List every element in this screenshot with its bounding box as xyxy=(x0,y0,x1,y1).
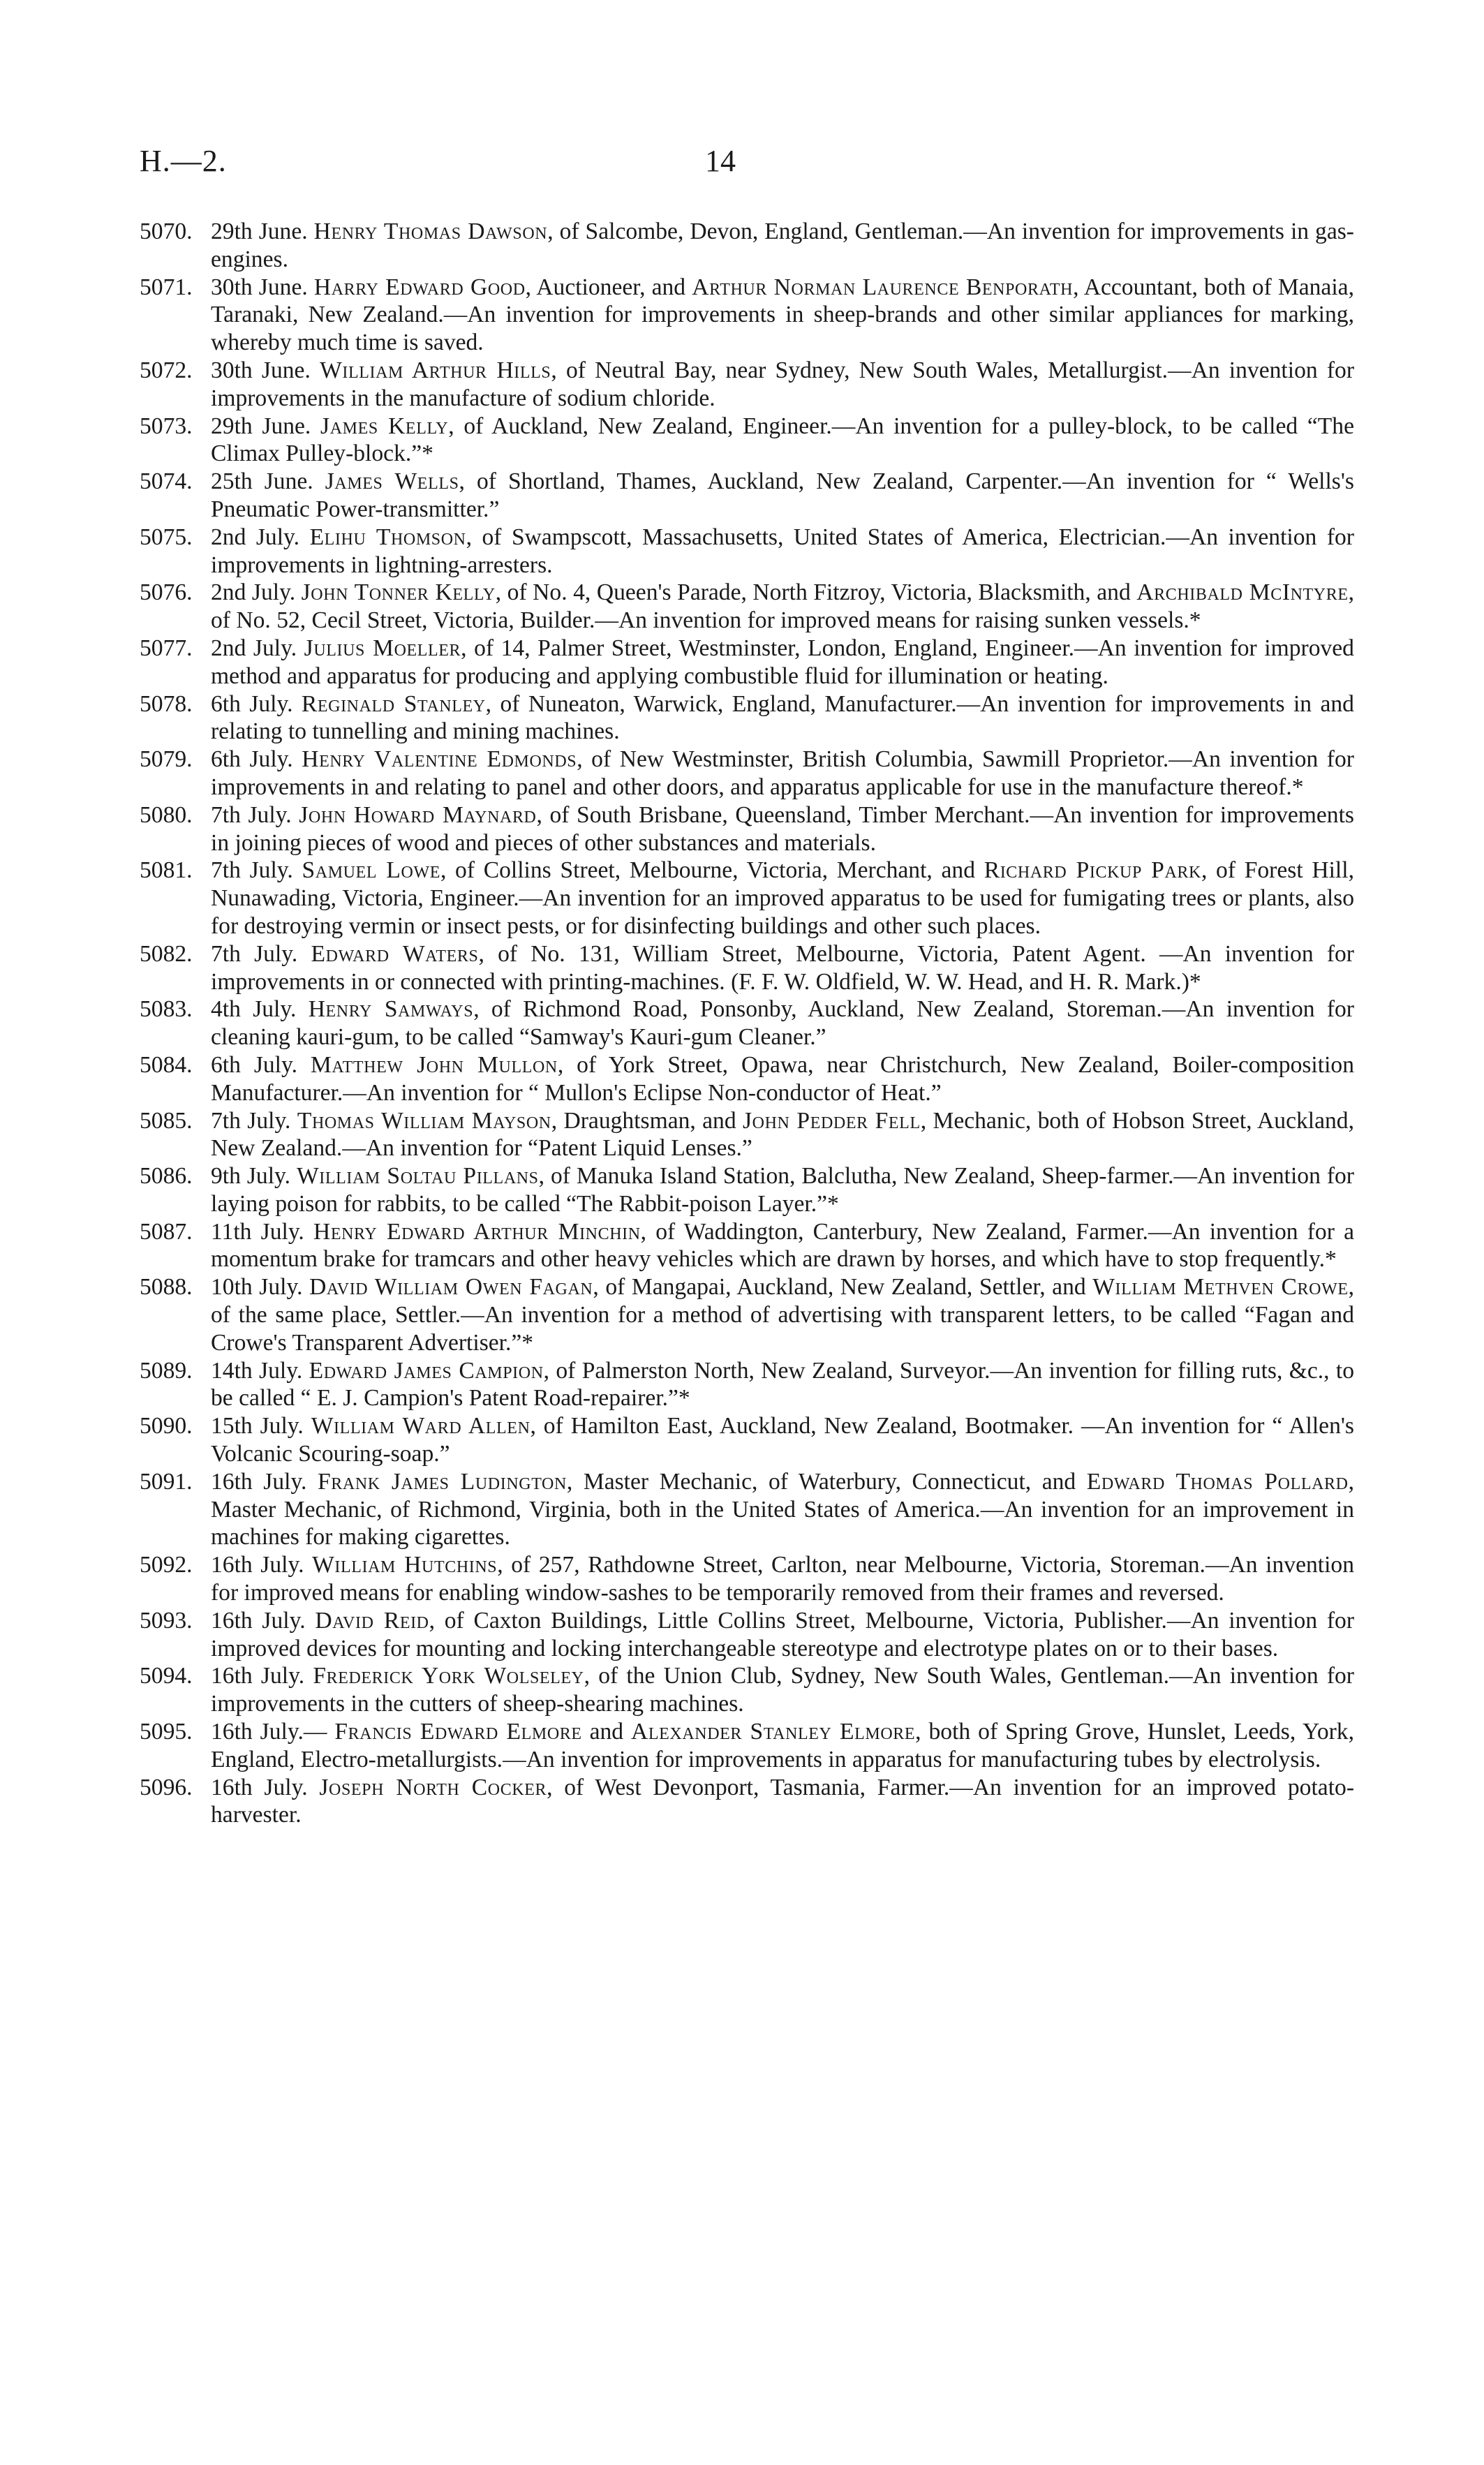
entry-number: 5086. xyxy=(140,1163,193,1190)
patent-entry xyxy=(140,1107,1354,1163)
patent-entry xyxy=(140,1662,1354,1718)
entry-date: 30th June. xyxy=(211,357,311,383)
entry-text: , of Hamilton East, Auckland, New Zealand, Bootmaker. —An invention for “ Allen's Volcanic Scouring-soap.” xyxy=(211,1413,1354,1467)
patent-entry xyxy=(140,1718,1354,1774)
applicant-name: Samuel Lowe xyxy=(302,857,440,884)
applicant-name: William Soltau Pillans xyxy=(297,1163,539,1190)
entry-text: , of York Street, Opawa, near Christchurch, New Zealand, Boiler-composition Manufacturer.—An invention for “ Mullon's Eclipse Non-conductor of Heat.” xyxy=(211,1051,1354,1106)
entry-text: , Auctioneer, and xyxy=(525,274,692,300)
patent-entry xyxy=(140,274,1354,357)
patent-entry xyxy=(140,690,1354,746)
entry-number: 5090. xyxy=(140,1413,193,1439)
entry-number: 5089. xyxy=(140,1357,193,1384)
applicant-name: Henry Samways xyxy=(308,996,474,1023)
entry-number: 5094. xyxy=(140,1663,193,1689)
entry-number: 5095. xyxy=(140,1719,193,1745)
entry-number: 5074. xyxy=(140,468,193,495)
entry-text: , of Salcombe, Devon, England, Gentleman.—An invention for improvements in gas-engines. xyxy=(211,219,1354,272)
entry-number: 5091. xyxy=(140,1468,193,1495)
applicant-name: Thomas William Mayson xyxy=(297,1107,551,1134)
entry-text: , of Shortland, Thames, Auckland, New Zealand, Carpenter.—An invention for “ Wells's Pneumatic Power-transmitter.” xyxy=(211,468,1354,522)
entry-date: 6th July. xyxy=(211,1051,298,1078)
patent-entry xyxy=(140,746,1354,801)
applicant-name: Henry Valentine Edmonds xyxy=(302,746,577,773)
entry-number: 5087. xyxy=(140,1218,193,1245)
patent-entry xyxy=(140,218,1354,274)
entry-text: , of Waddington, Canterbury, New Zealand, Farmer.—An invention for a momentum brake for tramcars and other heavy vehicles which are drawn by horses, and which have to stop frequently.* xyxy=(211,1218,1354,1273)
applicant-name: James Kelly xyxy=(320,413,449,439)
entry-number: 5096. xyxy=(140,1774,193,1800)
entry-number: 5083. xyxy=(140,996,193,1023)
entry-date: 16th July. xyxy=(211,1663,305,1689)
entry-text-continued: , Mechanic, both of Hobson Street, Auckland, New Zealand.—An invention for “Patent Liquid Lenses.” xyxy=(211,1107,1354,1162)
entry-text: , of Palmerston North, New Zealand, Surveyor.—An invention for filling ruts, &c., to be called “ E. J. Campion's Patent Road-repairer.”* xyxy=(211,1357,1354,1412)
entry-number: 5093. xyxy=(140,1607,193,1634)
entry-text: , of 257, Rathdowne Street, Carlton, near Melbourne, Victoria, Storeman.—An invention for improved means for enabling window-sashes to be temporarily removed from their frames and reversed. xyxy=(211,1552,1355,1606)
entry-date: 30th June. xyxy=(211,274,308,300)
co-applicant-name: Alexander Stanley Elmore xyxy=(631,1719,916,1745)
co-applicant-name: Arthur Norman Laurence Benporath xyxy=(692,274,1074,300)
entry-text: , of Swampscott, Massachusetts, United States of America, Electrician.—An invention for improvements in lightning-arresters. xyxy=(211,524,1354,578)
entry-date: 4th July. xyxy=(211,996,297,1023)
patent-entry xyxy=(140,1468,1354,1551)
entry-number: 5072. xyxy=(140,357,193,383)
co-applicant-name: William Methven Crowe xyxy=(1092,1274,1349,1301)
entry-text: and xyxy=(581,1719,632,1745)
entry-number: 5075. xyxy=(140,524,193,550)
applicant-name: Edward Waters xyxy=(311,940,479,967)
entry-date: 10th July. xyxy=(211,1274,303,1301)
applicant-name: Matthew John Mullon xyxy=(310,1051,558,1078)
entry-date: 29th June. xyxy=(211,413,311,439)
entry-date: 2nd July. xyxy=(211,579,296,606)
entry-text-continued: , Master Mechanic, of Richmond, Virginia, both in the United States of America.—An invention for an improvement in machines for making cigarettes. xyxy=(211,1468,1354,1550)
entry-text: , of No. 4, Queen's Parade, North Fitzroy, Victoria, Blacksmith, and xyxy=(495,579,1137,606)
entry-date: 16th July. xyxy=(211,1468,307,1495)
applicant-name: William Arthur Hills xyxy=(320,357,551,383)
patent-entry xyxy=(140,940,1354,996)
entry-text-continued: , both of Spring Grove, Hunslet, Leeds, York, England, Electro-metallurgists.—An invention for improvements in apparatus for manufacturing tubes by electrolysis. xyxy=(211,1719,1354,1772)
patent-entries-list xyxy=(140,218,1354,1829)
entry-date: 6th July. xyxy=(211,690,293,717)
entry-text: , of Collins Street, Melbourne, Victoria, Merchant, and xyxy=(440,857,984,884)
entry-text: , of South Brisbane, Queensland, Timber Merchant.—An invention for improvements in joining pieces of wood and pieces of other substances and materials. xyxy=(211,801,1354,856)
document-code: H.—2. xyxy=(140,144,227,178)
entry-text: , of 14, Palmer Street, Westminster, London, England, Engineer.—An invention for improved method and apparatus for producing and applying combustible fluid for illumination or heating. xyxy=(211,635,1354,689)
entry-date: 7th July. xyxy=(211,857,293,884)
applicant-name: David Reid xyxy=(315,1607,429,1634)
applicant-name: James Wells xyxy=(325,468,459,495)
entry-date: 16th July. xyxy=(211,1607,306,1634)
entry-text: , of Neutral Bay, near Sydney, New South Wales, Metallurgist.—An invention for improvements in the manufacture of sodium chloride. xyxy=(211,357,1355,411)
applicant-name: Joseph North Cocker xyxy=(319,1774,547,1800)
patent-entry xyxy=(140,1218,1354,1274)
applicant-name: William Ward Allen xyxy=(311,1413,530,1439)
entry-date: 2nd July. xyxy=(211,635,297,661)
entry-date: 16th July.— xyxy=(211,1719,327,1745)
applicant-name: John Howard Maynard xyxy=(299,801,537,828)
entry-text: , of the Union Club, Sydney, New South Wales, Gentleman.—An invention for improvements in the cutters of sheep-shearing machines. xyxy=(211,1663,1354,1717)
co-applicant-name: John Pedder Fell xyxy=(743,1107,921,1134)
entry-text: , Master Mechanic, of Waterbury, Connecticut, and xyxy=(566,1468,1087,1495)
entry-number: 5092. xyxy=(140,1552,193,1578)
entry-date: 7th July. xyxy=(211,1107,291,1134)
patent-entry xyxy=(140,1357,1354,1413)
entry-number: 5080. xyxy=(140,801,193,828)
applicant-name: William Hutchins xyxy=(312,1552,498,1578)
entry-number: 5088. xyxy=(140,1274,193,1301)
applicant-name: Frederick York Wolseley xyxy=(313,1663,584,1689)
patent-entry xyxy=(140,1162,1354,1218)
entry-number: 5070. xyxy=(140,219,193,244)
applicant-name: Henry Edward Arthur Minchin xyxy=(313,1218,641,1245)
entry-date: 7th July. xyxy=(211,801,292,828)
patent-entry xyxy=(140,1412,1354,1468)
entry-text: , Draughtsman, and xyxy=(551,1107,743,1134)
entry-date: 29th June. xyxy=(211,219,308,244)
page-number: 14 xyxy=(705,144,736,178)
patent-entry xyxy=(140,995,1354,1051)
patent-entry xyxy=(140,1774,1354,1830)
entry-date: 14th July. xyxy=(211,1357,303,1384)
entry-date: 15th July. xyxy=(211,1413,304,1439)
entry-text: , of Richmond Road, Ponsonby, Auckland, New Zealand, Storeman.—An invention for cleaning kauri-gum, to be called “Samway's Kauri-gum Cleaner.” xyxy=(211,996,1354,1051)
patent-entry xyxy=(140,1273,1354,1356)
entry-text-continued: , of No. 52, Cecil Street, Victoria, Builder.—An invention for improved means for raising sunken vessels.* xyxy=(211,579,1355,634)
co-applicant-name: Richard Pickup Park xyxy=(984,857,1201,884)
entry-date: 7th July. xyxy=(211,940,298,967)
entry-date: 25th June. xyxy=(211,468,313,495)
entry-text: , of Auckland, New Zealand, Engineer.—An invention for a pulley-block, to be called “The Climax Pulley-block.”* xyxy=(211,413,1355,467)
page-header xyxy=(140,143,1354,185)
entry-date: 6th July. xyxy=(211,746,293,773)
entry-date: 16th July. xyxy=(211,1552,304,1578)
patent-entry xyxy=(140,413,1354,468)
entry-number: 5078. xyxy=(140,690,193,717)
entry-text-continued: , of the same place, Settler.—An invention for a method of advertising with transparent letters, to be called “Fagan and Crowe's Transparent Advertiser.”* xyxy=(211,1274,1354,1356)
patent-entry xyxy=(140,635,1354,690)
co-applicant-name: Archibald McIntyre xyxy=(1136,579,1349,606)
entry-number: 5079. xyxy=(140,746,193,773)
entry-number: 5076. xyxy=(140,579,193,606)
entry-date: 16th July. xyxy=(211,1774,308,1800)
entry-date: 2nd July. xyxy=(211,524,300,550)
entry-number: 5077. xyxy=(140,635,193,661)
entry-number: 5082. xyxy=(140,940,193,967)
patent-entry xyxy=(140,524,1354,579)
entry-text: , of Nuneaton, Warwick, England, Manufacturer.—An invention for improvements in and relating to tunnelling and mining machines. xyxy=(211,690,1354,745)
applicant-name: Henry Thomas Dawson xyxy=(313,219,548,244)
patent-entry xyxy=(140,801,1354,857)
applicant-name: David William Owen Fagan xyxy=(309,1274,593,1301)
entry-number: 5073. xyxy=(140,413,193,439)
entry-text: , of Caxton Buildings, Little Collins Street, Melbourne, Victoria, Publisher.—An invention for improved devices for mounting and locking interchangeable stereotype and electrotype plates on or to their bases. xyxy=(211,1607,1354,1661)
entry-text: , of Manuka Island Station, Balclutha, New Zealand, Sheep-farmer.—An invention for laying poison for rabbits, to be called “The Rabbit-poison Layer.”* xyxy=(211,1163,1354,1217)
applicant-name: Harry Edward Good xyxy=(313,274,526,300)
applicant-name: Reginald Stanley xyxy=(301,690,486,717)
entry-text: , of Mangapai, Auckland, New Zealand, Settler, and xyxy=(593,1274,1093,1301)
applicant-name: Francis Edward Elmore xyxy=(334,1719,582,1745)
patent-entry xyxy=(140,357,1354,413)
entry-text: , of New Westminster, British Columbia, Sawmill Proprietor.—An invention for improvements in and relating to panel and other doors, and apparatus applicable for use in the manufacture thereof.* xyxy=(211,746,1354,800)
applicant-name: Frank James Ludington xyxy=(318,1468,567,1495)
entry-date: 11th July. xyxy=(211,1218,304,1245)
applicant-name: Edward James Campion xyxy=(309,1357,544,1384)
patent-entry xyxy=(140,1051,1354,1107)
entry-number: 5084. xyxy=(140,1051,193,1078)
entry-text: , of No. 131, William Street, Melbourne, Victoria, Patent Agent. —An invention for improvements in or connected with printing-machines. (F. F. W. Oldfield, W. W. Head, and H. R. Mark.)* xyxy=(211,940,1354,995)
entry-date: 9th July. xyxy=(211,1163,291,1190)
applicant-name: Julius Moeller xyxy=(304,635,461,661)
entry-text-continued: , of Forest Hill, Nunawading, Victoria, Engineer.—An invention for an improved apparatus to be used for fumigating trees or plants, also for destroying vermin or insect pests, or for disinfecting buildings and other such places. xyxy=(211,857,1354,939)
patent-entry xyxy=(140,1607,1354,1663)
entry-text-continued: , Accountant, both of Manaia, Taranaki, New Zealand.—An invention for improvements in sheep-brands and other similar appliances for marking, whereby much time is saved. xyxy=(211,274,1354,356)
co-applicant-name: Edward Thomas Pollard xyxy=(1086,1468,1349,1495)
applicant-name: John Tonner Kelly xyxy=(301,579,496,606)
patent-entry xyxy=(140,1551,1354,1607)
entry-number: 5085. xyxy=(140,1107,193,1134)
entry-number: 5081. xyxy=(140,857,193,884)
entry-number: 5071. xyxy=(140,274,193,300)
patent-entry xyxy=(140,857,1354,940)
patent-entry xyxy=(140,579,1354,635)
applicant-name: Elihu Thomson xyxy=(309,524,466,550)
patent-entry xyxy=(140,468,1354,524)
entry-text: , of West Devonport, Tasmania, Farmer.—An invention for an improved potato-harvester. xyxy=(211,1774,1354,1828)
